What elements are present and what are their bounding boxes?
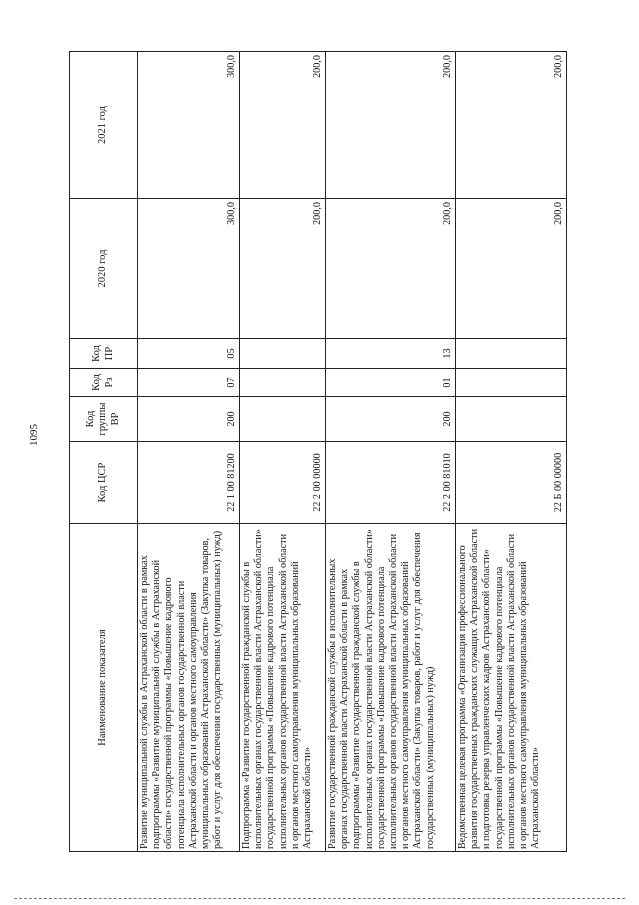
row-name: Ведомственная целевая программа «Организация профессионального развития государственных гражданских служащих Астраханской области и подготовка резерва управленческих кадров Астраханской области» государственной программы «Повышение кадрового потенциала исполнительных органов государственной власти Астраханской области и органов местного самоуправления муниципальных образований Астраханской области» bbox=[456, 524, 567, 852]
row-2021: 200,0 bbox=[456, 52, 567, 199]
row-name: Развитие муниципальной службы в Астраханской области в рамках подпрограммы «Развитие муниципальной службы в Астраханской области» государственной программы «Повышение кадрового потенциала исполнительных органов государственной власти Астраханской области и органов местного самоуправления муниципальных образований Астраханской области» (Закупка товаров, работ и услуг для обеспечения государственных (муниципальных) нужд) bbox=[138, 524, 240, 852]
row-2021: 300,0 bbox=[138, 52, 240, 199]
row-rz bbox=[240, 369, 326, 397]
row-2021: 200,0 bbox=[240, 52, 326, 199]
row-name: Подпрограмма «Развитие государственной гражданской службы в исполнительных органах государственной власти Астраханской области» государственной программы «Повышение кадрового потенциала исполнительных органов государственной власти Астраханской области и органов местного самоуправления муниципальных образований Астраханской области» bbox=[240, 524, 326, 852]
row-pr bbox=[456, 339, 567, 369]
row-rz: 07 bbox=[138, 369, 240, 397]
header-pr: Код ПР bbox=[70, 339, 138, 369]
table-row bbox=[138, 52, 240, 852]
row-name: Развитие государственной гражданской службы в исполнительных органах государственной власти Астраханской области в рамках подпрограммы «Развитие государственной гражданской службы в исполнительных органах государственной власти Астраханской области» государственной программы «Повышение кадрового потенциала исполнительных органов государственной власти Астраханской области и органов местного самоуправления муниципальных образований Астраханской области» (Закупка товаров, работ и услуг для обеспечения государственных (муниципальных) нужд) bbox=[326, 524, 456, 852]
row-2020: 200,0 bbox=[326, 199, 456, 339]
header-rz: Код Рз bbox=[70, 369, 138, 397]
budget-table bbox=[69, 51, 567, 852]
row-csr: 22 2 00 81010 bbox=[326, 442, 456, 524]
row-pr bbox=[240, 339, 326, 369]
row-2021: 200,0 bbox=[326, 52, 456, 199]
row-pr: 05 bbox=[138, 339, 240, 369]
row-2020: 200,0 bbox=[456, 199, 567, 339]
row-csr: 22 2 00 00000 bbox=[240, 442, 326, 524]
row-vr: 200 bbox=[326, 397, 456, 442]
row-vr bbox=[240, 397, 326, 442]
row-vr bbox=[456, 397, 567, 442]
row-csr: 22 1 00 81200 bbox=[138, 442, 240, 524]
row-rz bbox=[456, 369, 567, 397]
page-number: 1095 bbox=[28, 424, 40, 446]
row-rz: 01 bbox=[326, 369, 456, 397]
row-csr: 22 Б 00 00000 bbox=[456, 442, 567, 524]
header-name: Наименование показателя bbox=[70, 524, 138, 852]
table-row bbox=[240, 52, 326, 852]
table-row bbox=[326, 52, 456, 852]
header-row bbox=[70, 52, 138, 852]
row-pr: 13 bbox=[326, 339, 456, 369]
header-vr: Код группы ВР bbox=[70, 397, 138, 442]
row-2020: 300,0 bbox=[138, 199, 240, 339]
header-2021: 2021 год bbox=[70, 52, 138, 199]
header-csr: Код ЦСР bbox=[70, 442, 138, 524]
header-2020: 2020 год bbox=[70, 199, 138, 339]
row-vr: 200 bbox=[138, 397, 240, 442]
row-2020: 200,0 bbox=[240, 199, 326, 339]
table-row bbox=[456, 52, 567, 852]
budget-table-rotated bbox=[69, 52, 566, 852]
bottom-rule bbox=[14, 898, 625, 899]
